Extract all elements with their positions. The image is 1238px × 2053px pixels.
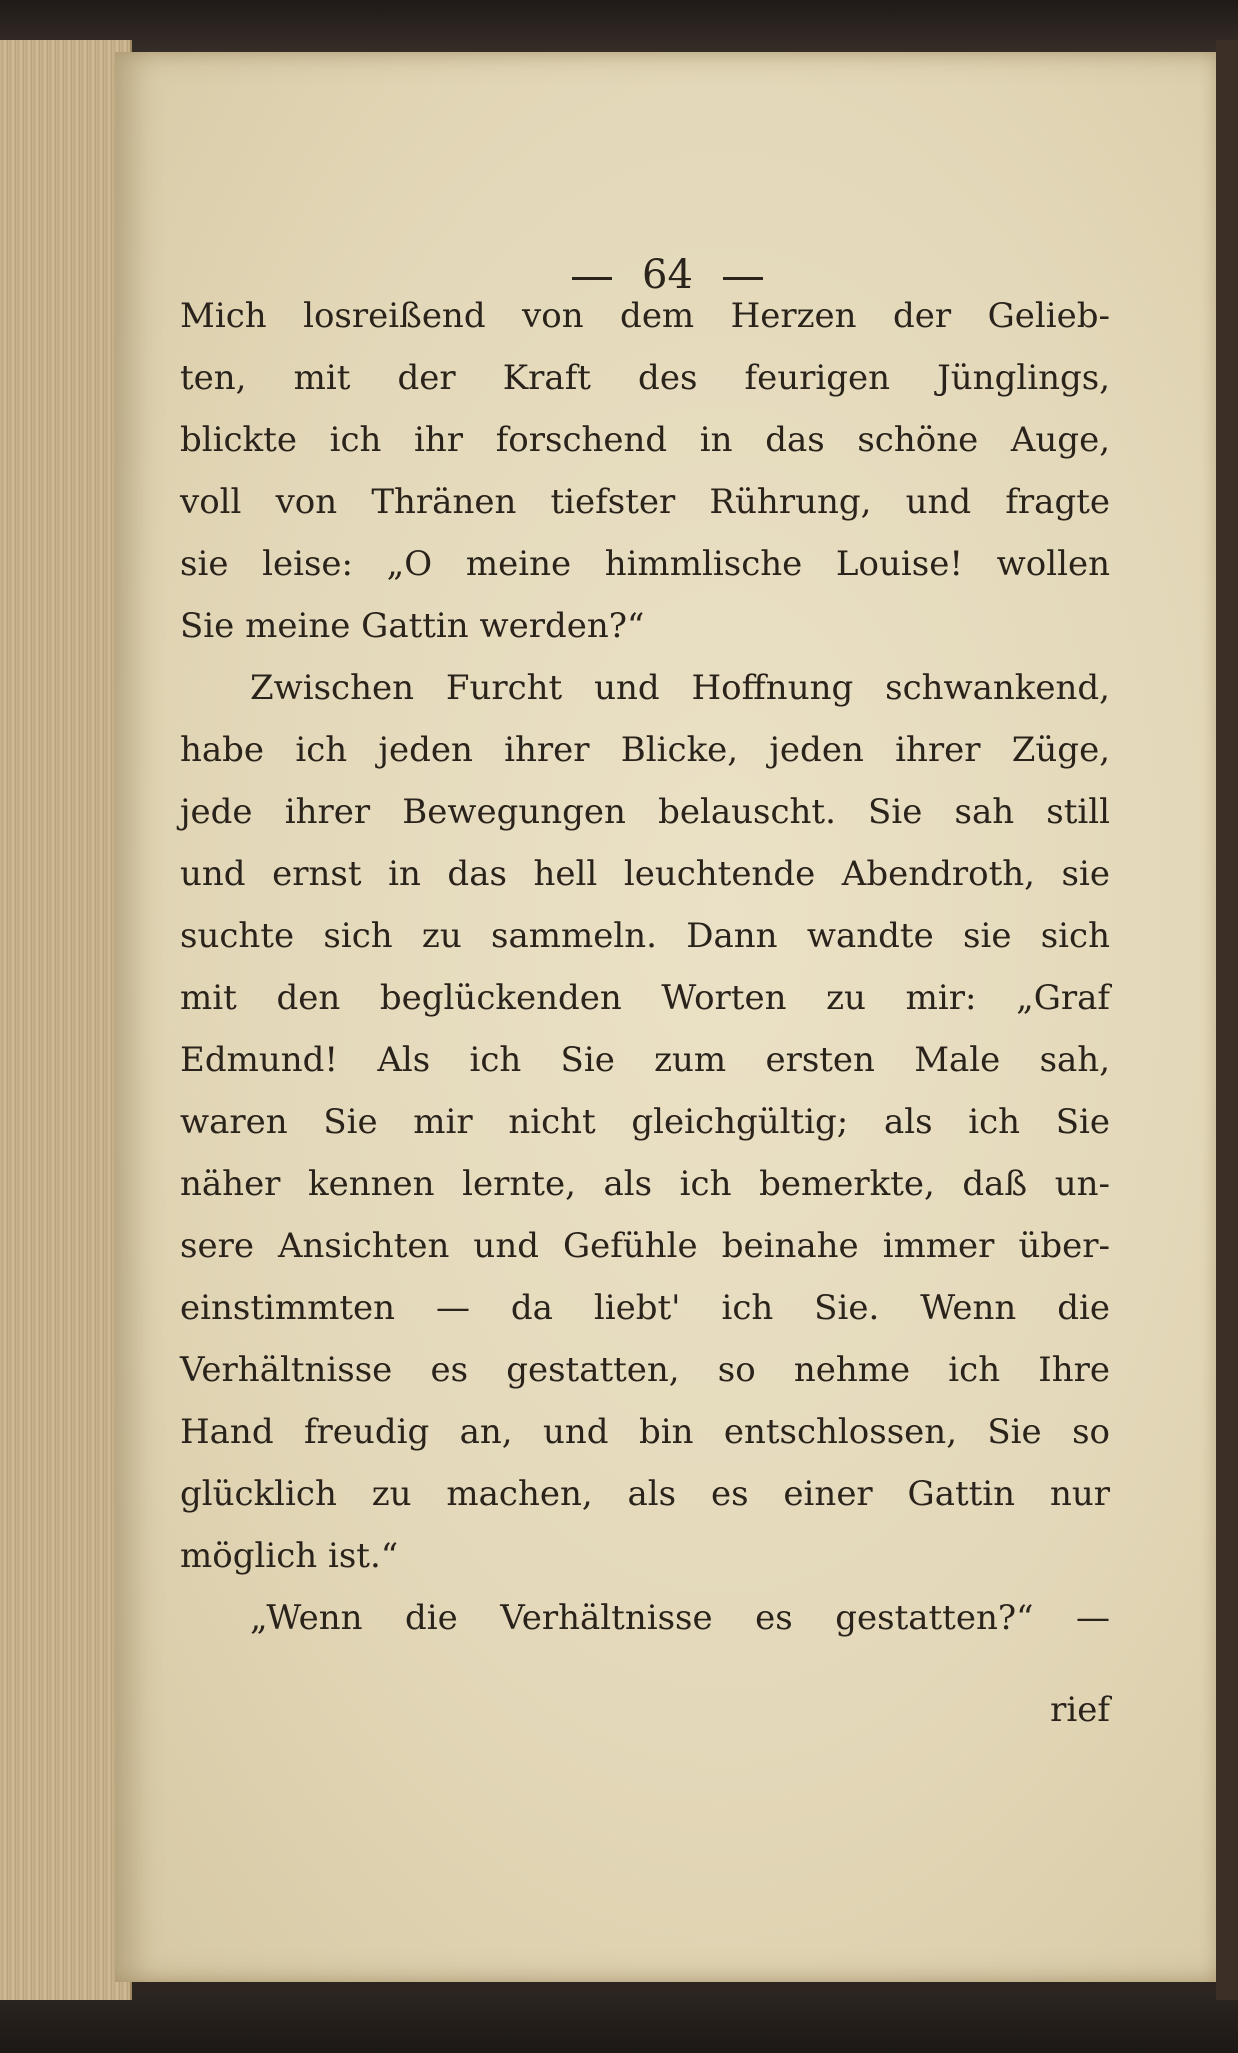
text-line: „Wenn die Verhältnisse es gestatten?“ — (250, 1598, 1110, 1638)
text-line: habe ich jeden ihrer Blicke, jeden ihrer Züge, (180, 730, 1110, 770)
page-number: 64 (642, 252, 693, 298)
binding-strip (1216, 40, 1238, 2000)
text-line: mit den beglückenden Worten zu mir: „Graf (180, 978, 1110, 1018)
text-line: glücklich zu machen, als es einer Gattin nur (180, 1474, 1110, 1514)
text-line: Verhältnisse es gestatten, so nehme ich Ihre (180, 1350, 1110, 1390)
text-line: Zwischen Furcht und Hoffnung schwankend, (250, 668, 1110, 708)
text-line: näher kennen lernte, als ich bemerkte, daß un- (180, 1164, 1110, 1204)
catchword: rief (1050, 1690, 1110, 1730)
text-line: Mich losreißend von dem Herzen der Gelieb- (180, 296, 1110, 336)
text-line: einstimmten — da liebt' ich Sie. Wenn die (180, 1288, 1110, 1328)
body-text (180, 285, 1110, 1649)
text-line: Sie meine Gattin werden?“ (180, 606, 645, 646)
text-line: ten, mit der Kraft des feurigen Jünglings, (180, 358, 1110, 398)
header-dash-right (723, 277, 763, 280)
text-line: suchte sich zu sammeln. Dann wandte sie sich (180, 916, 1110, 956)
text-line: jede ihrer Bewegungen belauscht. Sie sah still (180, 792, 1110, 832)
text-line: voll von Thränen tiefster Rührung, und fragte (180, 482, 1110, 522)
text-line: Hand freudig an, und bin entschlossen, Sie so (180, 1412, 1110, 1452)
header-dash-left (572, 277, 612, 280)
text-line: Edmund! Als ich Sie zum ersten Male sah, (180, 1040, 1110, 1080)
text-line: und ernst in das hell leuchtende Abendroth, sie (180, 854, 1110, 894)
text-line: sie leise: „O meine himmlische Louise! wollen (180, 544, 1110, 584)
text-line: sere Ansichten und Gefühle beinahe immer über- (180, 1226, 1110, 1266)
text-line: blickte ich ihr forschend in das schöne Auge, (180, 420, 1110, 460)
text-line: möglich ist.“ (180, 1536, 399, 1576)
text-line: waren Sie mir nicht gleichgültig; als ich Sie (180, 1102, 1110, 1142)
page-stack-edge (0, 40, 132, 2000)
